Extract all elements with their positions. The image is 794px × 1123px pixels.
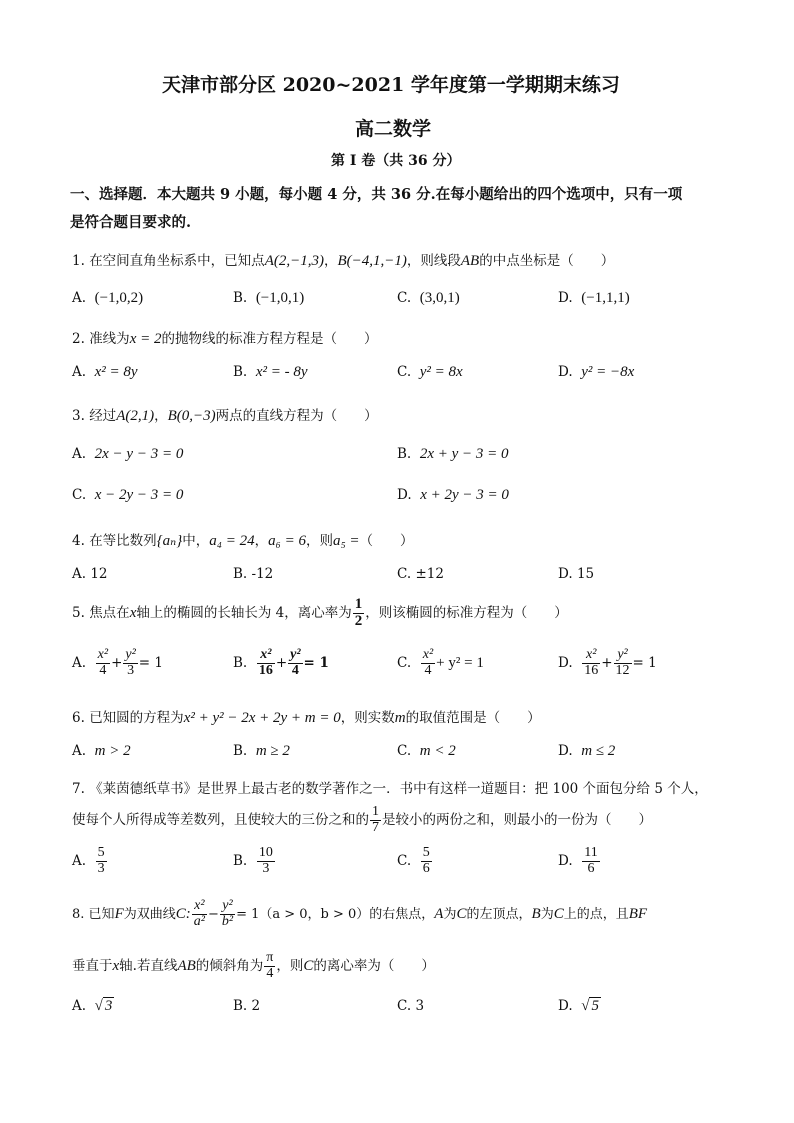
option-label: B. — [233, 290, 248, 306]
question-number: 1. — [72, 253, 85, 269]
question-number: 8. — [72, 907, 85, 922]
math-expr: A(2,1) — [116, 408, 155, 424]
option-value: + — [601, 655, 613, 671]
fraction: $\frac{1}{7}$ — [372, 804, 379, 835]
option-c[interactable] — [397, 364, 463, 381]
question-text: ，则线段 — [406, 253, 461, 269]
question-7-cont — [72, 800, 652, 840]
question-text: 经过 — [89, 408, 117, 424]
option-label: B. — [233, 743, 248, 759]
option-value: 2x − y − 3 = 0 — [94, 446, 184, 462]
option-label: A. — [72, 364, 87, 380]
option-label: A. — [72, 998, 87, 1014]
exam-title: 天津市部分区 2020~2021 学年度第一学期期末练习 — [162, 74, 620, 96]
question-8-cont — [72, 945, 435, 987]
option-c[interactable] — [397, 290, 460, 307]
fraction: $\frac{\text{x²}}{16}$ — [584, 647, 599, 678]
option-value: (−1,0,2) — [94, 290, 144, 306]
option-value: + — [111, 655, 123, 671]
option-label: C. — [397, 655, 412, 671]
question-text: 两点的直线方程为（ ） — [215, 408, 378, 424]
option-label: B. — [233, 364, 248, 380]
math-expr: C — [553, 906, 564, 922]
question-text: 上的点，且 — [563, 907, 629, 922]
question-text: 在空间直角坐标系中，已知点 — [89, 253, 265, 269]
math-expr: BF — [628, 906, 648, 922]
option-b[interactable] — [233, 743, 290, 760]
question-text: = 1（a > 0，b > 0）的右焦点， — [236, 907, 435, 922]
option-a[interactable] — [72, 841, 108, 881]
option-c[interactable] — [397, 998, 424, 1014]
option-label: D. — [558, 853, 573, 869]
option-d[interactable] — [558, 841, 601, 881]
question-text: 轴上的椭圆的长轴长为 4，离心率为 — [136, 605, 352, 621]
option-value: 12 — [90, 566, 108, 582]
option-label: A. — [72, 743, 87, 759]
fraction: $\frac{1}{2}$ — [354, 596, 363, 629]
question-text: 垂直于 — [72, 958, 113, 974]
option-a[interactable] — [72, 641, 163, 685]
question-text: 的取值范围是（ ） — [405, 710, 541, 726]
option-value: m > 2 — [94, 743, 131, 759]
section-heading: 一、选择题．本大题共 9 小题，每小题 4 分，共 36 分.在每小题给出的四个选项中，只有一项 — [70, 186, 683, 203]
option-a[interactable] — [72, 566, 108, 582]
option-value: 3 — [415, 998, 425, 1014]
question-text: 焦点在 — [89, 605, 130, 621]
option-value: 2x + y − 3 = 0 — [419, 446, 509, 462]
question-1 — [72, 249, 614, 270]
option-value: x + 2y − 3 = 0 — [420, 487, 509, 503]
option-c[interactable] — [397, 566, 444, 582]
option-value: -12 — [251, 566, 274, 582]
question-4 — [72, 529, 414, 550]
question-number: 5. — [72, 605, 85, 621]
option-b[interactable] — [233, 841, 276, 881]
math-expr: x = 2 — [129, 331, 162, 347]
fraction: $\frac{\pi}{4}$ — [266, 950, 274, 981]
question-text: ，则实数 — [340, 710, 395, 726]
exam-volume: 第 I 卷（共 36 分） — [331, 153, 461, 169]
option-label: D. — [558, 566, 573, 582]
question-6 — [72, 706, 541, 727]
sqrt-expr: √ 5 — [581, 998, 599, 1014]
question-text: （ ） — [359, 533, 414, 549]
option-c[interactable] — [72, 487, 183, 504]
option-label: C. — [72, 487, 87, 503]
math-expr: a₆ = 6 — [268, 533, 306, 549]
option-value: (−1,1,1) — [581, 290, 630, 306]
question-text: 的左顶点， — [466, 907, 532, 922]
math-expr: A(2,−1,3) — [264, 253, 324, 269]
option-value: = 1 — [303, 655, 329, 671]
math-expr: a₅ = — [332, 533, 360, 549]
option-label: B. — [233, 998, 248, 1014]
option-label: C. — [397, 364, 412, 380]
option-label: B. — [233, 853, 248, 869]
math-expr: B — [531, 906, 541, 922]
math-expr: C — [456, 906, 467, 922]
question-text: 为双曲线 — [123, 907, 176, 922]
math-expr: B(0,−3) — [167, 408, 216, 424]
fraction: $\frac{\text{y²}}{12}$ — [615, 647, 630, 678]
question-7 — [72, 777, 708, 797]
option-value: + y² = 1 — [436, 655, 484, 671]
question-text: 是较小的两份之和，则最小的一份为（ ） — [382, 812, 652, 828]
question-number: 2. — [72, 331, 85, 347]
question-text: 在等比数列 — [89, 533, 157, 549]
question-text: 使每个人所得成等差数列，且使较大的三份之和的 — [72, 812, 369, 828]
question-text: 已知圆的方程为 — [89, 710, 184, 726]
math-expr: {aₙ} — [156, 533, 183, 549]
option-label: D. — [558, 290, 573, 306]
option-label: D. — [558, 655, 573, 671]
math-expr: C: — [175, 906, 191, 922]
question-text: ，则该椭圆的标准方程为（ ） — [365, 605, 568, 621]
math-expr: AB — [460, 253, 480, 269]
option-b[interactable] — [233, 290, 304, 307]
option-c[interactable] — [397, 641, 484, 685]
math-expr: A — [434, 906, 444, 922]
option-d[interactable] — [397, 487, 509, 504]
option-value: ±12 — [415, 566, 444, 582]
fraction: $\frac{\text{x²}}{4}$ — [422, 647, 434, 678]
option-d[interactable] — [558, 641, 657, 685]
option-b[interactable] — [233, 641, 329, 685]
fraction: $\frac{\text{x²}}{16}$ — [258, 647, 273, 678]
option-a[interactable] — [72, 998, 114, 1015]
option-value: (3,0,1) — [419, 290, 460, 306]
option-value: x² = 8y — [94, 364, 138, 380]
fraction: $\frac{\text{y²}}{4}$ — [290, 647, 301, 678]
math-expr: C — [303, 958, 314, 974]
question-text: 为 — [443, 907, 457, 922]
question-number: 7. — [72, 781, 85, 797]
question-text: 中， — [182, 533, 210, 549]
math-expr: F — [114, 906, 124, 922]
question-text: ， — [254, 533, 269, 549]
option-label: C. — [397, 290, 412, 306]
question-text: 已知 — [88, 907, 115, 922]
fraction: $\frac{5}{6}$ — [422, 845, 430, 876]
option-label: D. — [558, 998, 573, 1014]
question-text: 轴.若直线 — [119, 958, 178, 974]
option-value: 15 — [576, 566, 595, 582]
option-d[interactable] — [558, 566, 594, 582]
fraction: $\frac{11}{6}$ — [584, 845, 598, 876]
option-b[interactable] — [233, 998, 260, 1014]
option-value: + — [275, 655, 288, 671]
fraction: $\frac{\text{x²}}{4}$ — [97, 647, 109, 678]
option-b[interactable] — [233, 364, 308, 381]
option-value: m < 2 — [419, 743, 456, 759]
option-value: y² = 8x — [419, 364, 463, 380]
option-value: m ≥ 2 — [255, 743, 290, 759]
math-expr: x — [112, 958, 120, 974]
fraction: $\frac{10}{3}$ — [258, 845, 273, 876]
question-8: 8. 已知F为双曲线C: $\frac{\text{x²}}{\text{a²}}$ − $\frac{\text{y²}}{\text{b²}}$ = 1（a > 0，b > 0）的右焦点，A为C的左顶点，B为C上的点，且BF — [72, 898, 648, 929]
option-value: x² = - 8y — [255, 364, 308, 380]
question-number: 6. — [72, 710, 85, 726]
option-value: = 1 — [632, 655, 657, 671]
sqrt-expr: √ 3 — [94, 998, 113, 1014]
fraction: $\frac{5}{3}$ — [97, 845, 105, 876]
option-label: D. — [558, 364, 573, 380]
option-label: B. — [233, 655, 248, 671]
option-label: D. — [558, 743, 573, 759]
math-expr: x — [129, 605, 137, 621]
option-a[interactable] — [72, 290, 143, 307]
option-label: C. — [397, 853, 412, 869]
option-d[interactable] — [558, 364, 634, 381]
option-value: y² = −8x — [581, 364, 635, 380]
option-a[interactable] — [72, 364, 138, 381]
option-value: m ≤ 2 — [581, 743, 616, 759]
question-2 — [72, 327, 377, 348]
option-label: B. — [397, 446, 412, 462]
option-value: (−1,0,1) — [255, 290, 305, 306]
option-c[interactable] — [397, 743, 456, 760]
option-label: C. — [397, 566, 412, 582]
option-b[interactable] — [233, 566, 273, 582]
exam-subject: 高二数学 — [355, 118, 432, 140]
option-label: A. — [72, 446, 87, 462]
option-d[interactable] — [558, 998, 601, 1015]
question-number: 4. — [72, 533, 85, 549]
option-label: B. — [233, 566, 248, 582]
section-heading-cont: 是符合题目要求的. — [70, 214, 192, 231]
question-text: 的倾斜角为 — [195, 958, 264, 974]
math-expr: x² + y² − 2x + 2y + m = 0 — [183, 710, 341, 726]
option-b[interactable] — [397, 446, 509, 463]
option-a[interactable] — [72, 446, 183, 463]
question-text: 的离心率为（ ） — [313, 958, 435, 974]
option-label: A. — [72, 290, 87, 306]
fraction: $\frac{\text{y²}}{3}$ — [125, 647, 136, 678]
option-a[interactable] — [72, 743, 131, 760]
question-number: 3. — [72, 408, 85, 424]
question-text: 《莱茵德纸草书》是世界上最古老的数学著作之一．书中有这样一道题目：把 100 个面包分给 5 个人， — [89, 781, 708, 797]
option-label: C. — [397, 998, 412, 1014]
option-value: = 1 — [138, 655, 163, 671]
option-d[interactable] — [558, 290, 630, 307]
option-label: A. — [72, 655, 87, 671]
question-5 — [72, 594, 568, 632]
question-text: 为 — [540, 907, 554, 922]
question-text: ， — [154, 408, 168, 424]
math-expr: AB — [177, 958, 196, 974]
question-text: ，则 — [305, 533, 333, 549]
option-label: A. — [72, 566, 87, 582]
question-text: ，则 — [276, 958, 304, 974]
option-label: D. — [397, 487, 412, 503]
option-d[interactable] — [558, 743, 615, 760]
fraction: $\frac{\text{x²}}{\text{a²}}$ — [193, 898, 205, 929]
option-c[interactable] — [397, 841, 433, 881]
question-text: 准线为 — [89, 331, 130, 347]
fraction: $\frac{\text{y²}}{\text{b²}}$ — [221, 898, 234, 929]
option-label: A. — [72, 853, 87, 869]
math-expr: m — [394, 710, 406, 726]
question-text: 的中点坐标是（ ） — [479, 253, 615, 269]
question-text: 的抛物线的标准方程方程是（ ） — [161, 331, 378, 347]
option-value: 2 — [251, 998, 261, 1014]
option-label: C. — [397, 743, 412, 759]
question-text: ， — [323, 253, 338, 269]
math-expr: B(−4,1,−1) — [337, 253, 407, 269]
option-value: x − 2y − 3 = 0 — [94, 487, 184, 503]
question-3 — [72, 404, 378, 425]
math-expr: a₄ = 24 — [209, 533, 255, 549]
